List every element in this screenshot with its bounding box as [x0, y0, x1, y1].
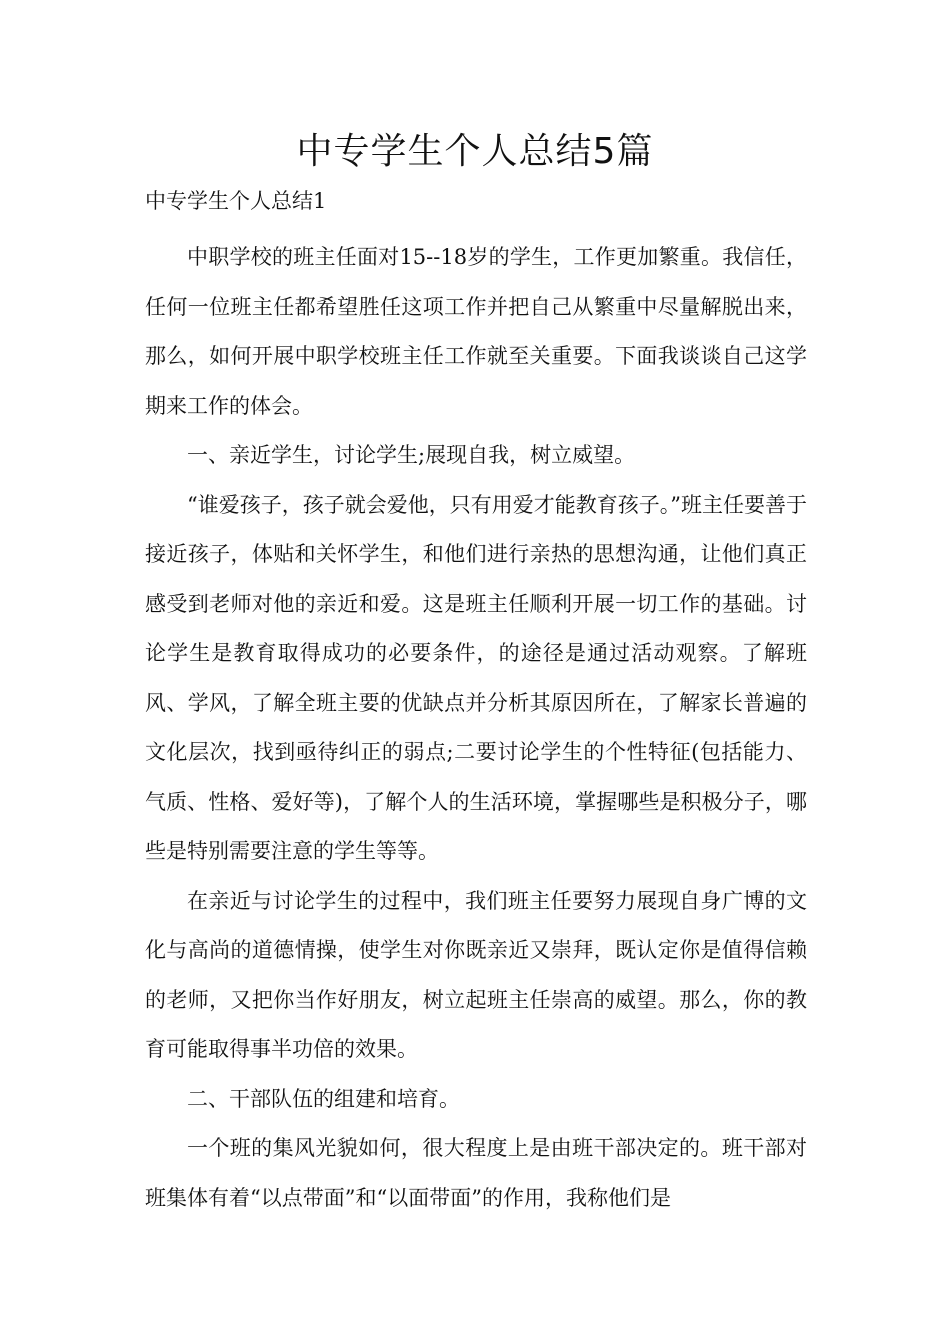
- paragraph: 中职学校的班主任面对15--18岁的学生，工作更加繁重。我信任，任何一位班主任都希望胜任这项工作并把自己从繁重中尽量解脱出来，那么，如何开展中职学校班主任工作就至关重要。下面我谈谈自己这学期来工作的体会。: [145, 245, 807, 418]
- paragraph: 一个班的集风光貌如何，很大程度上是由班干部决定的。班干部对班集体有着“以点带面”和“以面带面”的作用，我称他们是: [145, 1136, 807, 1210]
- document-body: [145, 233, 807, 1223]
- paragraph: 二、干部队伍的组建和培育。: [187, 1086, 460, 1111]
- paragraph: “谁爱孩子，孩子就会爱他，只有用爱才能教育孩子。”班主任要善于接近孩子，体贴和关怀学生，和他们进行亲热的思想沟通，让他们真正感受到老师对他的亲近和爱。这是班主任顺利开展一切工作的基础。讨论学生是教育取得成功的必要条件，的途径是通过活动观察。了解班风、学风，了解全班主要的优缺点并分析其原因所在，了解家长普遍的文化层次，找到亟待纠正的弱点;二要讨论学生的个性特征(包括能力、气质、性格、爱好等)，了解个人的生活环境，掌握哪些是积极分子，哪些是特别需要注意的学生等等。: [145, 492, 807, 863]
- paragraph: 在亲近与讨论学生的过程中，我们班主任要努力展现自身广博的文化与高尚的道德情操，使学生对你既亲近又崇拜，既认定你是值得信赖的老师，又把你当作好朋友，树立起班主任崇高的威望。那么，你的教育可能取得事半功倍的效果。: [145, 888, 807, 1061]
- section-heading: 中专学生个人总结1: [145, 189, 327, 213]
- paragraph: 一、亲近学生，讨论学生;展现自我，树立威望。: [187, 443, 636, 467]
- document-title: 中专学生个人总结5篇: [296, 131, 654, 172]
